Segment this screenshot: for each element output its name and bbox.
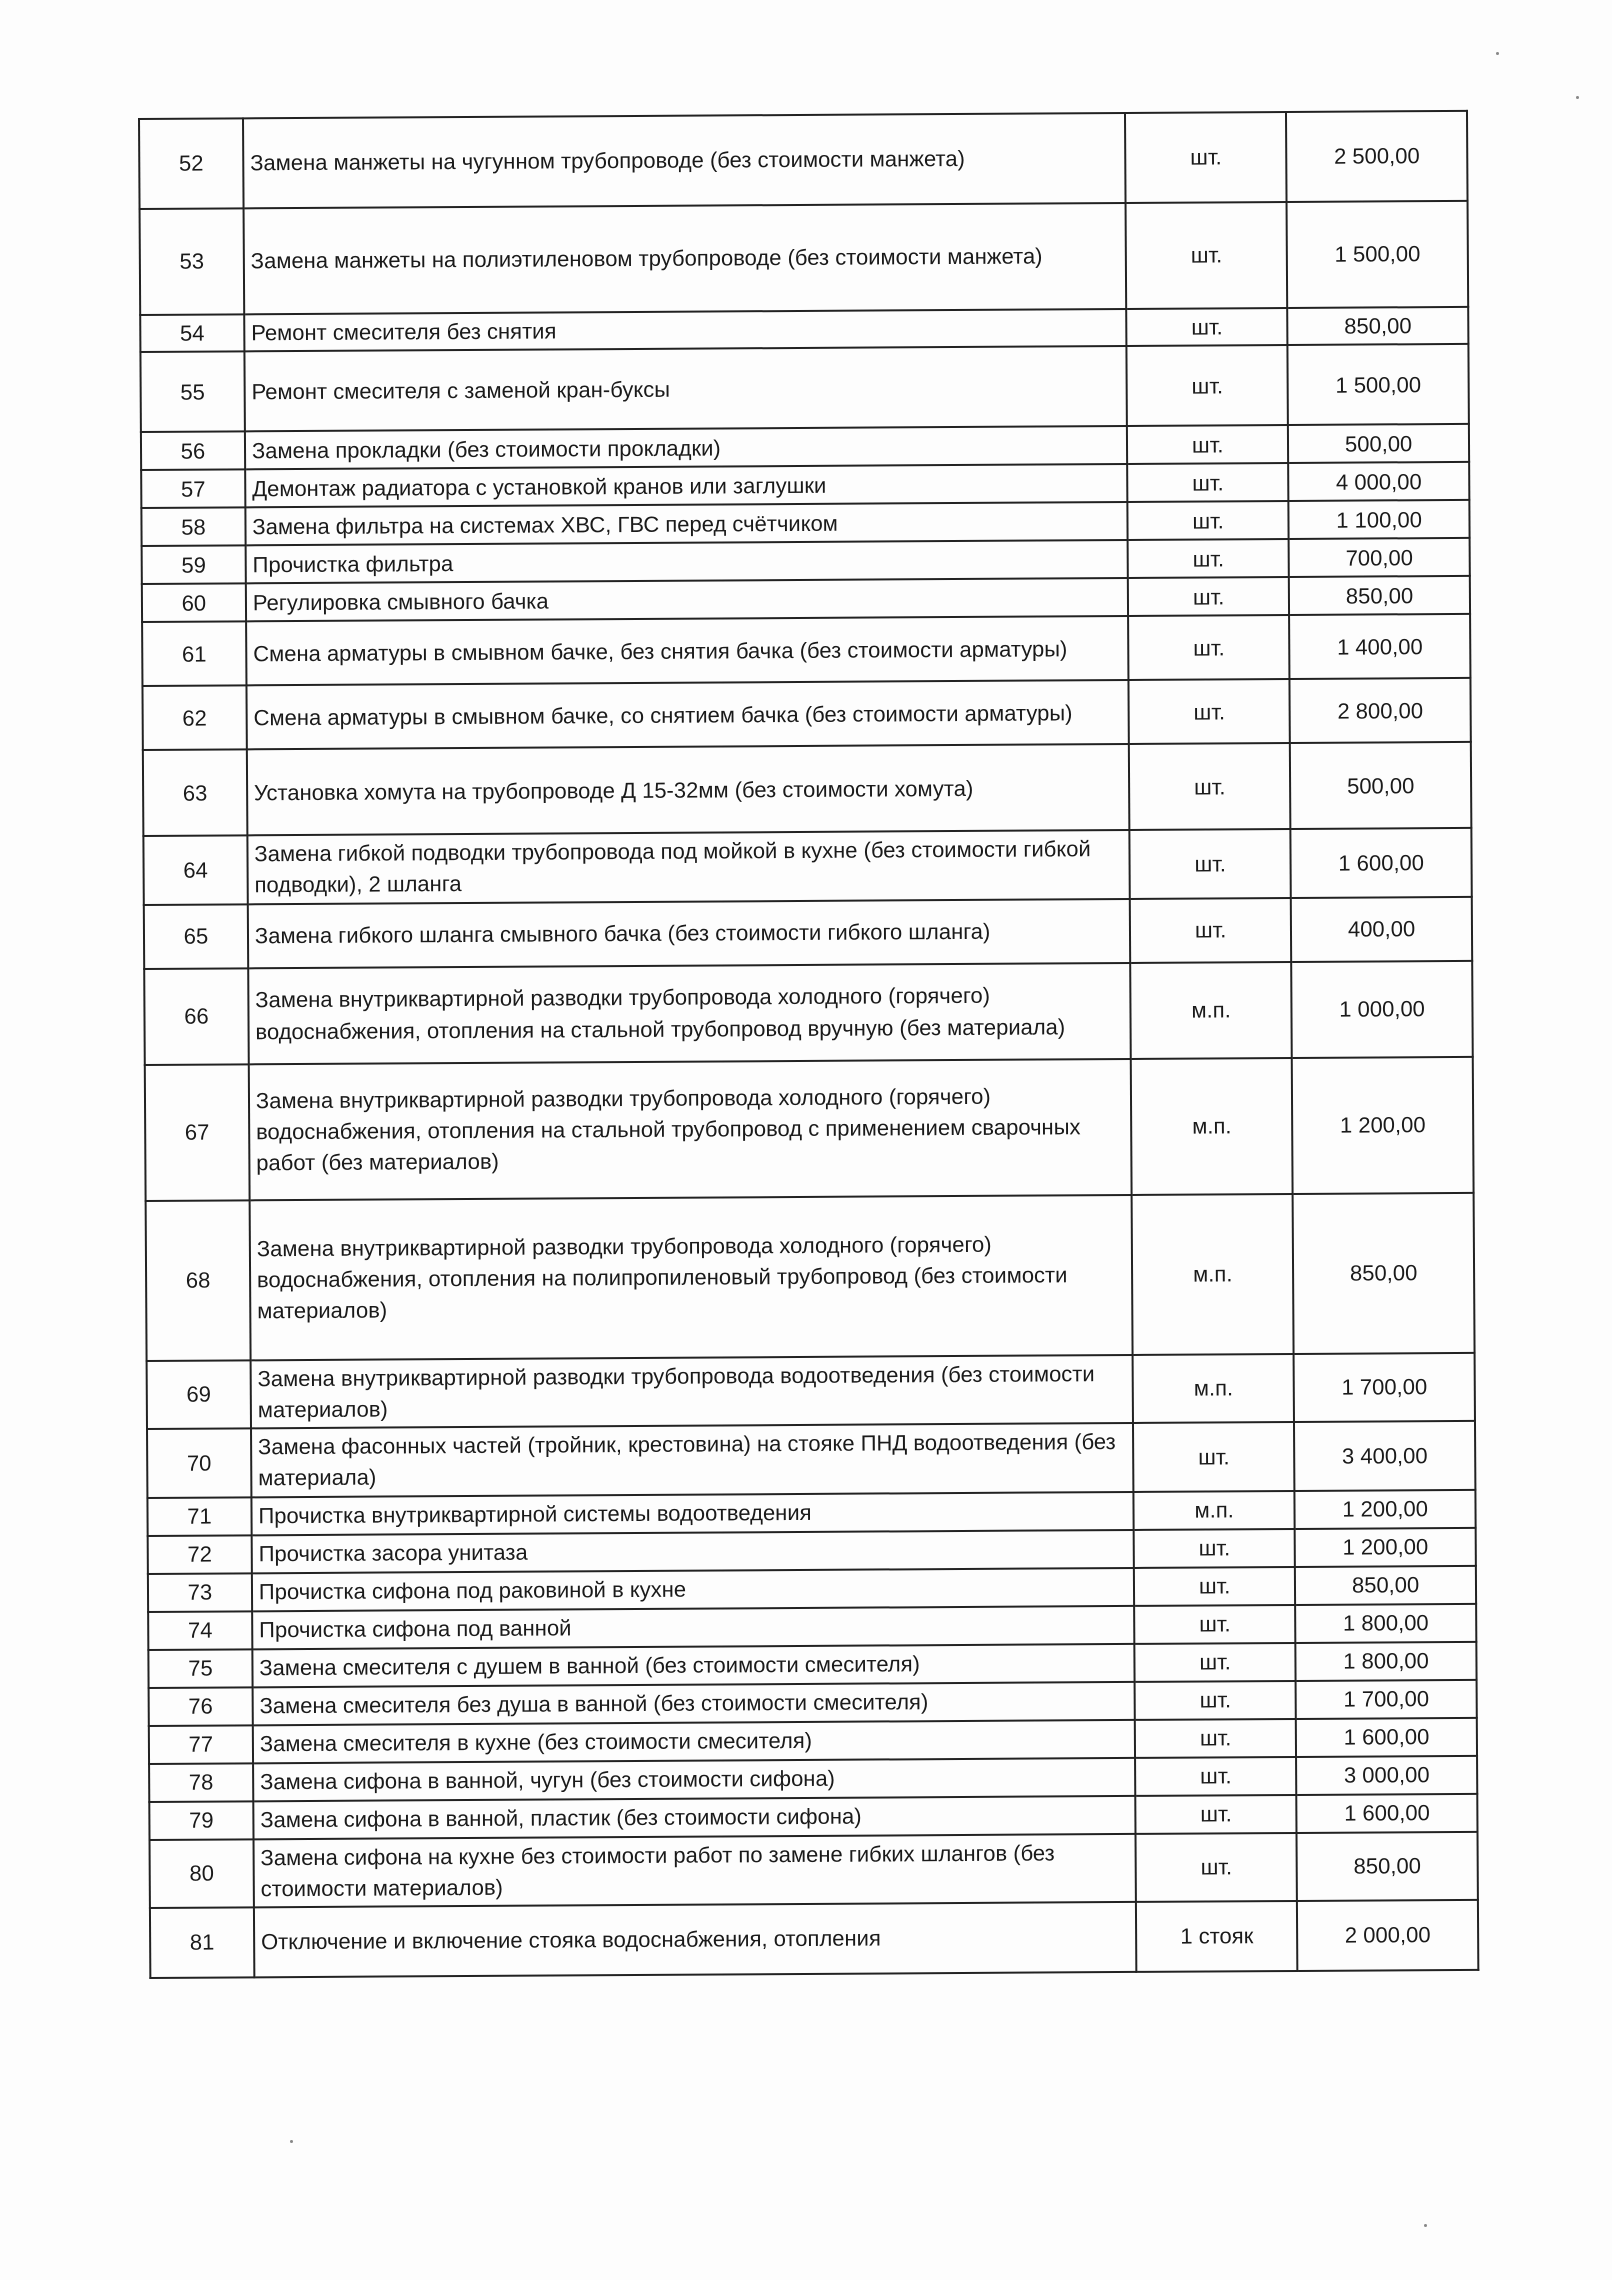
row-number: 62	[142, 686, 246, 751]
unit-of-measure: м.п.	[1133, 1354, 1294, 1423]
unit-of-measure: шт.	[1128, 539, 1289, 578]
unit-of-measure: м.п.	[1130, 962, 1292, 1059]
row-number: 77	[149, 1725, 253, 1764]
table-row	[147, 1353, 1475, 1430]
service-description: Регулировка смывного бачка	[246, 578, 1129, 621]
row-number: 59	[142, 546, 246, 585]
service-price: 500,00	[1288, 424, 1469, 463]
table-row	[147, 1421, 1475, 1498]
row-number: 74	[148, 1611, 252, 1650]
unit-of-measure: шт.	[1134, 1529, 1295, 1568]
unit-of-measure: шт.	[1135, 1643, 1296, 1682]
service-description: Смена арматуры в смывном бачке, без снятия бачка (без стоимости арматуры)	[246, 616, 1129, 685]
unit-of-measure: шт.	[1129, 743, 1291, 830]
row-number: 67	[145, 1064, 250, 1201]
unit-of-measure: шт.	[1135, 1681, 1296, 1720]
service-price: 1 000,00	[1291, 961, 1472, 1058]
service-description: Ремонт смесителя без снятия	[244, 309, 1127, 352]
service-description: Отключение и включение стояка водоснабжения, отопления	[254, 1902, 1137, 1977]
row-number: 55	[140, 352, 244, 433]
service-price: 1 800,00	[1296, 1641, 1477, 1680]
service-description: Прочистка засора унитаза	[252, 1530, 1135, 1573]
service-description: Замена внутриквартирной разводки трубопровода водоотведения (без стоимости материалов)	[250, 1355, 1133, 1429]
service-description: Замена смесителя в кухне (без стоимости смесителя)	[253, 1720, 1136, 1763]
service-price: 850,00	[1297, 1831, 1478, 1901]
row-number: 52	[139, 118, 243, 209]
service-description: Замена внутриквартирной разводки трубопровода холодного (горячего) водоснабжения, отопления на полипропиленовый трубопровод (без стоимости материалов)	[249, 1195, 1132, 1360]
service-price: 1 400,00	[1289, 614, 1470, 679]
service-description: Прочистка сифона под ванной	[252, 1606, 1135, 1649]
price-list-body	[139, 111, 1478, 1978]
row-number: 64	[143, 836, 247, 905]
unit-of-measure: шт.	[1130, 829, 1291, 898]
row-number: 72	[148, 1535, 252, 1574]
service-description: Замена манжеты на чугунном трубопроводе (без стоимости манжета)	[243, 113, 1126, 208]
price-list-table	[138, 110, 1479, 1979]
service-description: Замена внутриквартирной разводки трубопровода холодного (горячего) водоснабжения, отопления на стальной трубопровод вручную (без материала)	[248, 963, 1131, 1064]
row-number: 76	[149, 1687, 253, 1726]
unit-of-measure: шт.	[1126, 202, 1288, 309]
row-number: 56	[141, 432, 245, 471]
service-description: Замена смесителя без душа в ванной (без стоимости смесителя)	[252, 1682, 1135, 1725]
scan-speck	[1424, 2224, 1427, 2227]
unit-of-measure: шт.	[1128, 577, 1289, 616]
service-description: Замена фильтра на системах ХВС, ГВС перед счётчиком	[245, 502, 1128, 545]
table-row	[143, 742, 1472, 836]
service-price: 3 000,00	[1296, 1755, 1477, 1794]
service-description: Замена фасонных частей (тройник, крестовина) на стояке ПНД водоотведения (без материала)	[251, 1423, 1134, 1497]
unit-of-measure: шт.	[1129, 679, 1290, 744]
unit-of-measure: шт.	[1135, 1719, 1296, 1758]
unit-of-measure: шт.	[1126, 308, 1287, 346]
row-number: 60	[142, 584, 246, 623]
service-price: 400,00	[1291, 897, 1472, 962]
row-number: 58	[141, 508, 245, 547]
service-description: Замена гибкого шланга смывного бачка (без стоимости гибкого шланга)	[248, 899, 1131, 968]
service-description: Прочистка сифона под раковиной в кухне	[252, 1568, 1135, 1611]
service-price: 850,00	[1287, 307, 1468, 345]
table-row	[140, 344, 1468, 432]
table-row	[144, 961, 1473, 1065]
service-price: 1 200,00	[1292, 1057, 1474, 1194]
unit-of-measure: шт.	[1135, 1795, 1296, 1834]
service-price: 2 000,00	[1297, 1900, 1478, 1971]
service-description: Прочистка фильтра	[245, 540, 1128, 583]
service-description: Демонтаж радиатора с установкой кранов или заглушки	[245, 464, 1128, 507]
service-description: Установка хомута на трубопроводе Д 15-32мм (без стоимости хомута)	[247, 744, 1130, 835]
unit-of-measure: шт.	[1128, 501, 1289, 540]
row-number: 79	[149, 1801, 253, 1840]
table-row	[140, 201, 1469, 315]
unit-of-measure: шт.	[1127, 425, 1288, 464]
service-price: 1 800,00	[1295, 1603, 1476, 1642]
service-price: 1 600,00	[1291, 828, 1472, 898]
row-number: 53	[140, 208, 245, 315]
service-description: Смена арматуры в смывном бачке, со снятием бачка (без стоимости арматуры)	[246, 680, 1129, 749]
scan-speck	[290, 2140, 293, 2143]
row-number: 80	[150, 1839, 254, 1908]
row-number: 81	[150, 1907, 254, 1978]
row-number: 54	[140, 314, 244, 352]
row-number: 68	[146, 1200, 251, 1361]
row-number: 70	[147, 1429, 251, 1498]
service-description: Прочистка внутриквартирной системы водоотведения	[251, 1492, 1134, 1535]
service-description: Замена смесителя с душем в ванной (без стоимости смесителя)	[252, 1644, 1135, 1687]
table-row	[143, 828, 1471, 905]
unit-of-measure: шт.	[1125, 112, 1287, 203]
service-price: 1 200,00	[1295, 1527, 1476, 1566]
unit-of-measure: шт.	[1135, 1757, 1296, 1796]
service-price: 850,00	[1289, 576, 1470, 615]
service-description: Замена внутриквартирной разводки трубопровода холодного (горячего) водоснабжения, отопления на стальной трубопровод с применением сварочных работ (без материалов)	[249, 1059, 1132, 1200]
table-row	[144, 897, 1472, 969]
scan-speck	[1576, 96, 1579, 99]
unit-of-measure: 1 стояк	[1136, 1901, 1297, 1972]
service-price: 1 600,00	[1296, 1793, 1477, 1832]
service-price: 850,00	[1295, 1565, 1476, 1604]
table-row	[145, 1057, 1474, 1201]
row-number: 75	[148, 1649, 252, 1688]
table-row	[150, 1831, 1478, 1908]
unit-of-measure: шт.	[1130, 898, 1291, 963]
unit-of-measure: м.п.	[1131, 1058, 1293, 1195]
row-number: 65	[144, 904, 248, 969]
service-price: 4 000,00	[1288, 462, 1469, 501]
service-price: 1 500,00	[1287, 201, 1468, 308]
service-description: Замена гибкой подводки трубопровода под мойкой в кухне (без стоимости гибкой подводки), 2 шланга	[247, 830, 1130, 904]
table-row	[150, 1900, 1478, 1978]
scan-speck	[1496, 52, 1499, 55]
service-price: 1 600,00	[1296, 1717, 1477, 1756]
row-number: 78	[149, 1763, 253, 1802]
service-description: Замена сифона в ванной, пластик (без стоимости сифона)	[253, 1796, 1136, 1839]
service-description: Замена прокладки (без стоимости прокладки)	[245, 426, 1128, 469]
service-price: 1 700,00	[1294, 1353, 1475, 1423]
unit-of-measure: м.п.	[1132, 1194, 1294, 1355]
row-number: 69	[147, 1360, 251, 1429]
service-price: 850,00	[1293, 1193, 1475, 1354]
service-price: 1 100,00	[1289, 500, 1470, 539]
unit-of-measure: шт.	[1128, 615, 1289, 680]
unit-of-measure: шт.	[1127, 463, 1288, 502]
unit-of-measure: шт.	[1133, 1422, 1294, 1491]
row-number: 71	[147, 1497, 251, 1536]
service-description: Замена сифона в ванной, чугун (без стоимости сифона)	[253, 1758, 1136, 1801]
unit-of-measure: шт.	[1134, 1605, 1295, 1644]
service-price: 1 200,00	[1295, 1489, 1476, 1528]
row-number: 66	[144, 968, 248, 1065]
table-row	[146, 1193, 1475, 1361]
row-number: 63	[143, 750, 247, 837]
unit-of-measure: шт.	[1134, 1567, 1295, 1606]
unit-of-measure: шт.	[1127, 345, 1288, 426]
service-price: 1 700,00	[1296, 1679, 1477, 1718]
service-price: 500,00	[1290, 742, 1471, 829]
service-price: 2 800,00	[1290, 678, 1471, 743]
unit-of-measure: м.п.	[1134, 1491, 1295, 1530]
row-number: 73	[148, 1573, 252, 1612]
service-description: Ремонт смесителя с заменой кран-буксы	[244, 346, 1127, 431]
service-description: Замена сифона на кухне без стоимости работ по замене гибких шлангов (без стоимости материалов)	[253, 1834, 1136, 1908]
service-description: Замена манжеты на полиэтиленовом трубопроводе (без стоимости манжета)	[243, 203, 1126, 314]
table-row	[142, 614, 1470, 686]
unit-of-measure: шт.	[1136, 1833, 1297, 1902]
service-price: 3 400,00	[1294, 1421, 1475, 1491]
row-number: 57	[141, 470, 245, 509]
table-row	[142, 678, 1470, 750]
table-row	[139, 111, 1468, 209]
service-price: 1 500,00	[1288, 344, 1469, 425]
row-number: 61	[142, 622, 246, 687]
service-price: 2 500,00	[1286, 111, 1467, 202]
service-price: 700,00	[1289, 538, 1470, 577]
